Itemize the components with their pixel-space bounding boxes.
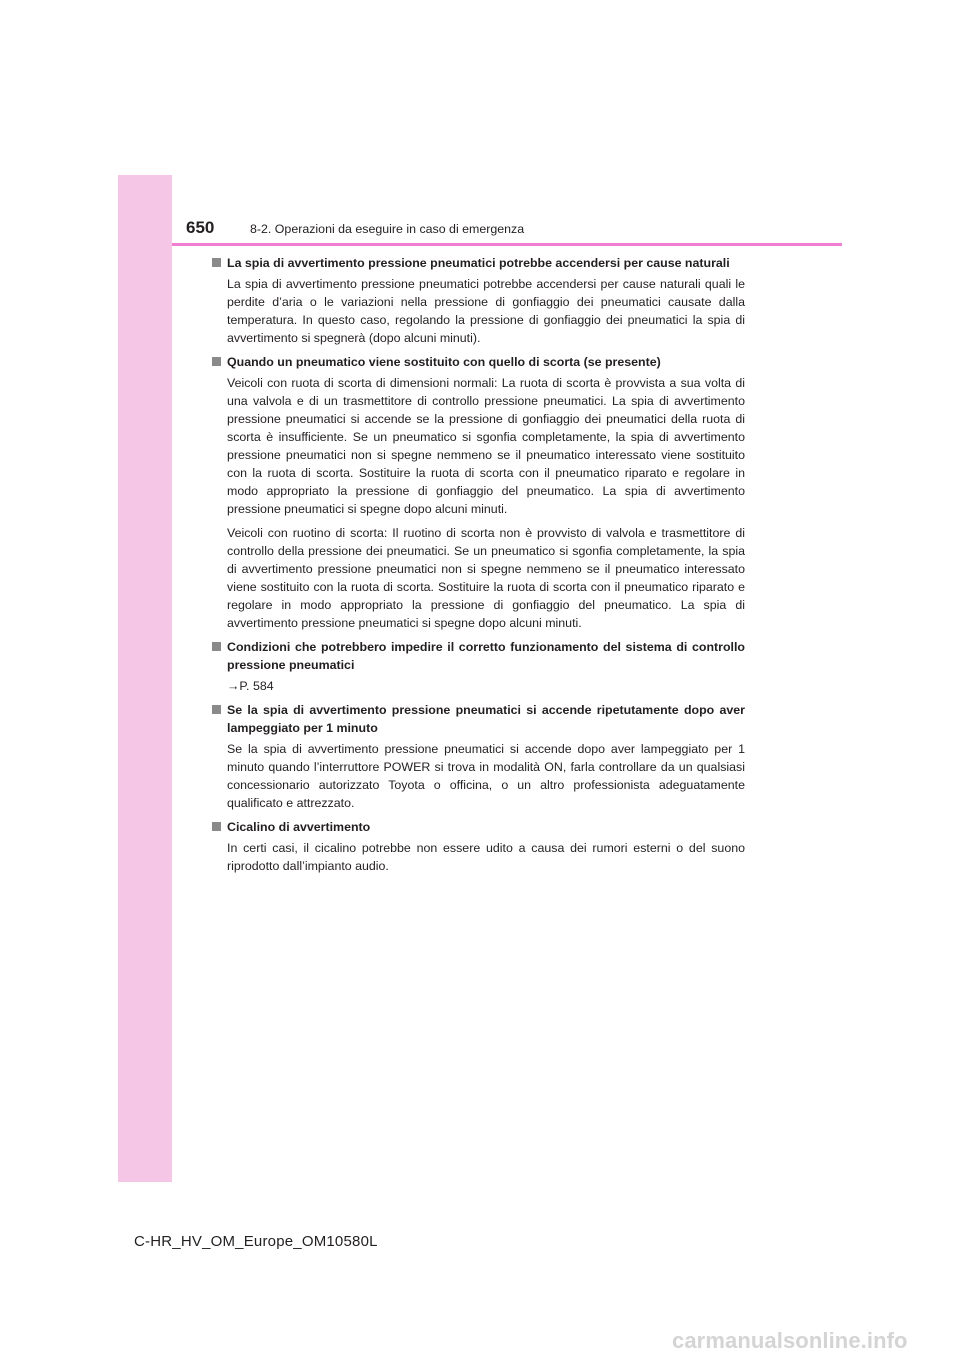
entry-paragraph: La spia di avvertimento pressione pneumatici potrebbe accendersi per cause naturali quali le perdite d’aria o le variazioni nella pressione di gonfiaggio dei pneumatici causate dalla temperatura. In questo caso, regolando la pressione di gonfiaggio dei pneumatici la spia di avvertimento si spegnerà (dopo alcuni minuti). (227, 277, 745, 345)
arrow-right-icon: → (227, 679, 240, 693)
entry-paragraph: Veicoli con ruotino di scorta: Il ruotino di scorta non è provvisto di valvola e trasmettitore di controllo della pressione dei pneumatici. Se un pneumatico si sgonfia completamente, la spia di avvertimento pressione pneumatici non si spegne nemmeno se il pneumatico interessato viene sostituito con la ruota di scorta. Sostituire la ruota di scorta con il pneumatico riparato e regolare in modo appropriato la pressione di gonfiaggio del pneumatico. La spia di avvertimento pressione pneumatici si spegne dopo alcuni minuti. (227, 526, 745, 630)
entry-heading-text: Cicalino di avvertimento (227, 820, 371, 834)
section-title: 8-2. Operazioni da eseguire in caso di emergenza (250, 222, 525, 236)
document-code: C-HR_HV_OM_Europe_OM10580L (134, 1233, 378, 1250)
entry-paragraph: Veicoli con ruota di scorta di dimensioni normali: La ruota di scorta è provvista a sua volta di una valvola e di un trasmettitore di controllo pressione pneumatici. La spia di avvertimento pressione pneumatici si accende se la pressione di gonfiaggio dei pneumatici della ruota di scorta è insufficiente. Se un pneumatico si sgonfia completamente, la spia di avvertimento pressione pneumatici non si spegne nemmeno se il pneumatico interessato viene sostituito con la ruota di scorta. Sostituire la ruota di scorta con il pneumatico riparato e regolare in modo appropriato la pressione di gonfiaggio del pneumatico. La spia di avvertimento pressione pneumatici si spegne dopo alcuni minuti. (227, 376, 745, 516)
page-reference (227, 677, 745, 695)
entry-heading (211, 818, 745, 836)
entry-heading (211, 638, 745, 674)
entry-natural-causes (211, 254, 745, 347)
header-rule (172, 243, 842, 246)
entry-paragraph: In certi casi, il cicalino potrebbe non essere udito a causa dei rumori esterni o del suono riprodotto dall’impianto audio. (227, 841, 745, 873)
square-bullet-icon (212, 642, 221, 651)
entry-operating-conditions (211, 638, 745, 695)
entry-heading (211, 701, 745, 737)
square-bullet-icon (212, 258, 221, 267)
entry-repeated-warning (211, 701, 745, 812)
page-content (211, 254, 745, 881)
entry-warning-buzzer (211, 818, 745, 875)
entry-spare-tire (211, 353, 745, 632)
page-number: 650 (186, 218, 215, 237)
square-bullet-icon (212, 357, 221, 366)
square-bullet-icon (212, 705, 221, 714)
entry-heading-text: Condizioni che potrebbero impedire il corretto funzionamento del sistema di controllo pressione pneumatici (227, 640, 745, 672)
square-bullet-icon (212, 822, 221, 831)
chapter-side-band (118, 175, 172, 1182)
entry-heading (211, 353, 745, 371)
entry-heading-text: La spia di avvertimento pressione pneumatici potrebbe accendersi per cause naturali (227, 256, 730, 270)
entry-paragraph: Se la spia di avvertimento pressione pneumatici si accende dopo aver lampeggiato per 1 minuto quando l’interruttore POWER si trova in modalità ON, farla controllare da un qualsiasi concessionario autorizzato Toyota o officina, o un altro professionista adeguatamente qualificato e attrezzato. (227, 742, 745, 810)
page-reference-link[interactable]: P. 584 (239, 679, 274, 693)
entry-heading-text: Se la spia di avvertimento pressione pneumatici si accende ripetutamente dopo aver lampeggiato per 1 minuto (227, 703, 745, 735)
entry-heading (211, 254, 745, 272)
watermark: carmanualsonline.info (672, 1328, 908, 1353)
entry-heading-text: Quando un pneumatico viene sostituito con quello di scorta (se presente) (227, 355, 661, 369)
